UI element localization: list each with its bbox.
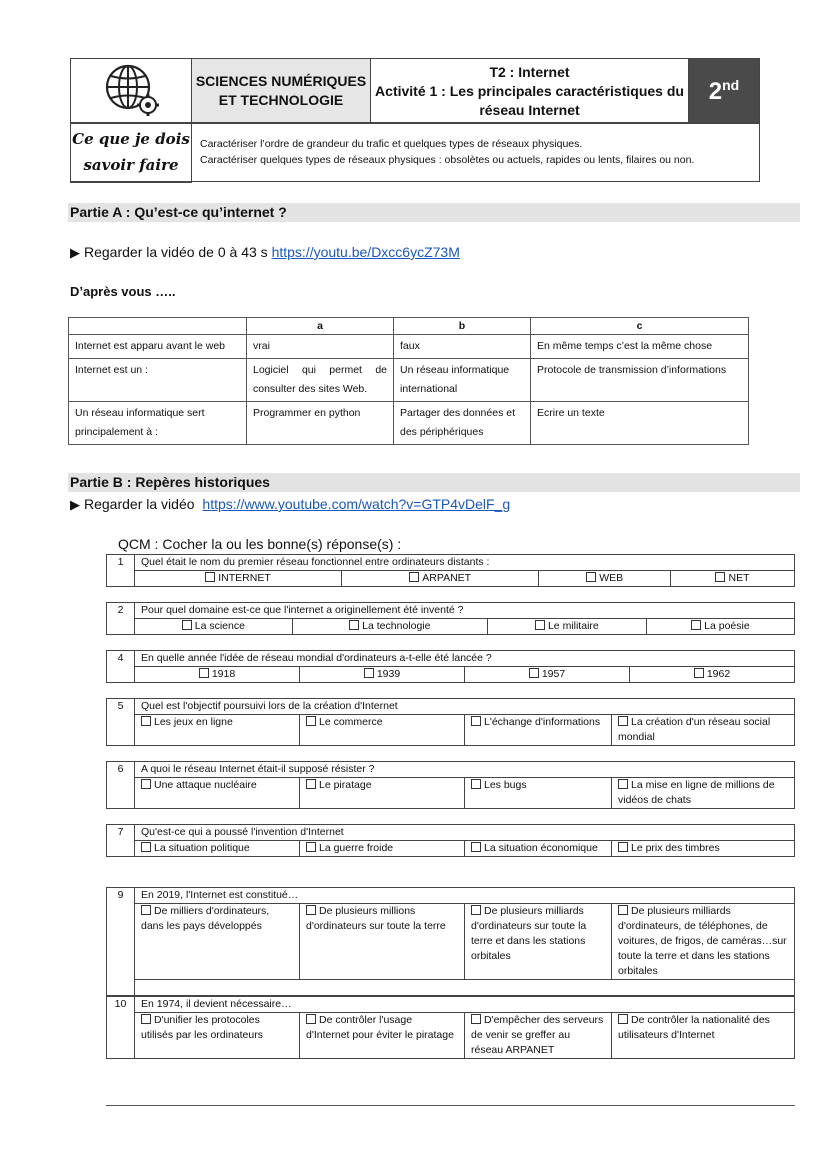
section-a-title: Partie A : Qu’est-ce qu’internet ?	[68, 203, 800, 222]
question-text: Pour quel domaine est-ce que l'internet a originellement été inventé ?	[135, 603, 795, 619]
savoir-faire-label	[71, 123, 192, 182]
option-label: D'empêcher des serveurs de venir se greffer au réseau ARPANET	[471, 1014, 604, 1056]
checkbox-icon[interactable]	[141, 905, 151, 915]
savoir-line-1: Ce que je dois	[72, 130, 190, 148]
answer-cell-c[interactable]: Protocole de transmission d’informations	[531, 359, 749, 402]
option-label: Les jeux en ligne	[154, 716, 233, 728]
checkbox-icon[interactable]	[715, 572, 725, 582]
instruction-a	[70, 244, 460, 261]
checkbox-icon[interactable]	[471, 716, 481, 726]
answer-cell-a[interactable]: Logiciel qui permet de consulter des sites Web.	[247, 359, 394, 402]
option-label: De contrôler la nationalité des utilisateurs d'Internet	[618, 1014, 770, 1041]
checkbox-icon[interactable]	[141, 842, 151, 852]
question-text: En 2019, l'Internet est constitué…	[135, 888, 795, 904]
option-label: 1918	[211, 668, 236, 680]
level-cell	[689, 59, 760, 124]
option-cell[interactable]	[646, 619, 794, 635]
checkbox-icon[interactable]	[535, 620, 545, 630]
objectives-cell	[192, 123, 760, 182]
col-header-b: b	[394, 318, 531, 335]
question-text: Quel est l'objectif poursuivi lors de la création d'Internet	[135, 699, 795, 715]
row-label: Un réseau informatique sert principalement à :	[69, 402, 247, 445]
option-cell[interactable]	[300, 778, 465, 809]
checkbox-icon[interactable]	[618, 842, 628, 852]
empty-header	[69, 318, 247, 335]
question-number: 9	[107, 888, 135, 996]
footer-divider	[106, 1105, 795, 1106]
option-cell[interactable]	[135, 667, 300, 683]
option-label: D'unifier les protocoles utilisés par les ordinateurs	[141, 1014, 263, 1041]
checkbox-icon[interactable]	[141, 779, 151, 789]
option-cell[interactable]	[135, 904, 300, 980]
video-link-b[interactable]: https://www.youtube.com/watch?v=GTP4vDelF_g	[202, 496, 511, 512]
option-label: De plusieurs milliards d'ordinateurs, de téléphones, de voitures, de frigos, de caméras…sur toute la terre et dans les stations orbitales	[618, 905, 787, 977]
checkbox-icon[interactable]	[306, 1014, 316, 1024]
option-label: Le militaire	[547, 620, 599, 632]
activity-cell	[371, 59, 689, 124]
option-cell[interactable]	[300, 904, 465, 980]
option-label: La situation politique	[154, 842, 250, 854]
question-number: 7	[107, 825, 135, 857]
question-number: 5	[107, 699, 135, 746]
option-label: L'échange d'informations	[484, 716, 601, 728]
option-cell[interactable]	[135, 841, 300, 857]
option-cell[interactable]	[135, 1013, 300, 1059]
checkbox-icon[interactable]	[349, 620, 359, 630]
option-cell[interactable]	[487, 619, 646, 635]
option-label: WEB	[599, 572, 624, 584]
question-number: 4	[107, 651, 135, 683]
option-label: 1939	[376, 668, 401, 680]
answer-cell-c[interactable]: En même temps c’est la même chose	[531, 335, 749, 359]
subject-line-2: ET TECHNOLOGIE	[218, 92, 344, 108]
question-number: 6	[107, 762, 135, 809]
option-label: De plusieurs millions d'ordinateurs sur toute la terre	[306, 905, 446, 932]
option-label: La situation économique	[484, 842, 598, 854]
checkbox-icon[interactable]	[618, 716, 628, 726]
option-label: Les bugs	[484, 779, 527, 791]
option-cell[interactable]	[465, 715, 612, 746]
checkbox-icon[interactable]	[141, 1014, 151, 1024]
col-header-c: c	[531, 318, 749, 335]
option-label: De milliers d'ordinateurs, dans les pays développés	[141, 905, 270, 932]
checkbox-icon[interactable]	[529, 668, 539, 678]
option-label: La science	[194, 620, 245, 632]
instruction-a-text: Regarder la vidéo de 0 à 43 s	[84, 244, 268, 260]
option-cell[interactable]	[612, 1013, 795, 1059]
option-cell[interactable]	[612, 841, 795, 857]
row-label: Internet est apparu avant le web	[69, 335, 247, 359]
checkbox-icon[interactable]	[471, 905, 481, 915]
answer-cell-b[interactable]: Un réseau informatique international	[394, 359, 531, 402]
option-cell[interactable]	[135, 619, 293, 635]
option-label: 1957	[541, 668, 566, 680]
checkbox-icon[interactable]	[471, 842, 481, 852]
level-number: 2	[708, 77, 723, 105]
table-row	[69, 402, 749, 445]
option-cell[interactable]	[465, 904, 612, 980]
question-block-9	[106, 887, 795, 996]
option-label: La technologie	[362, 620, 431, 632]
level-suffix: nd	[722, 76, 740, 93]
option-cell[interactable]	[300, 841, 465, 857]
checkbox-icon[interactable]	[409, 572, 419, 582]
apres-vous-label: D’après vous …..	[70, 284, 176, 299]
checkbox-icon[interactable]	[205, 572, 215, 582]
option-cell[interactable]	[612, 904, 795, 980]
instruction-b	[70, 496, 510, 513]
option-label: INTERNET	[218, 572, 271, 584]
option-label: ARPANET	[422, 572, 472, 584]
option-label: Le commerce	[319, 716, 383, 728]
globe-gear-logo	[71, 59, 192, 124]
option-cell[interactable]	[465, 841, 612, 857]
option-label: La création d'un réseau social mondial	[618, 716, 771, 743]
option-label: De contrôler l'usage d'Internet pour éviter le piratage	[306, 1014, 454, 1041]
question-number: 10	[107, 997, 135, 1059]
option-cell[interactable]	[135, 715, 300, 746]
checkbox-icon[interactable]	[694, 668, 704, 678]
subject-line-1: SCIENCES NUMÉRIQUES	[195, 73, 367, 89]
question-text: Qu'est-ce qui a poussé l'invention d'Internet	[135, 825, 795, 841]
option-label: La guerre froide	[319, 842, 394, 854]
checkbox-icon[interactable]	[618, 779, 628, 789]
qcm-title: QCM : Cocher la ou les bonne(s) réponse(s) :	[118, 536, 402, 552]
col-header-a: a	[247, 318, 394, 335]
subject-cell	[192, 59, 371, 124]
option-label: De plusieurs milliards d'ordinateurs sur toute la terre et dans les stations orbitales	[471, 905, 587, 962]
option-cell[interactable]	[465, 1013, 612, 1059]
option-cell[interactable]	[465, 778, 612, 809]
question-block-5	[106, 698, 795, 746]
table-row	[69, 335, 749, 359]
option-label: NET	[728, 572, 750, 584]
question-text: Quel était le nom du premier réseau fonctionnel entre ordinateurs distants :	[135, 555, 795, 571]
objective-2: Caractériser quelques types de réseaux physiques : obsolètes ou actuels, rapides ou lents, filaires ou non.	[200, 154, 695, 166]
partie-a-table	[68, 317, 749, 445]
question-text: En quelle année l'idée de réseau mondial d'ordinateurs a-t-elle été lancée ?	[135, 651, 795, 667]
checkbox-icon[interactable]	[306, 779, 316, 789]
option-cell[interactable]	[300, 667, 465, 683]
activity-title-2: réseau Internet	[479, 101, 580, 118]
option-label: La mise en ligne de millions de vidéos de chats	[618, 779, 775, 806]
answer-cell-b[interactable]: Partager des données et des périphériques	[394, 402, 531, 445]
table-row	[69, 359, 749, 402]
option-label: Le prix des timbres	[631, 842, 720, 854]
savoir-line-2: savoir faire	[83, 156, 179, 174]
option-cell[interactable]	[670, 571, 794, 587]
checkbox-icon[interactable]	[306, 716, 316, 726]
checkbox-icon[interactable]	[471, 779, 481, 789]
option-cell[interactable]	[630, 667, 795, 683]
spacer-row	[135, 980, 795, 996]
globe-gear-icon	[102, 61, 160, 117]
play-arrow-icon: ▶	[70, 497, 80, 512]
question-block-2	[106, 602, 795, 635]
question-block-1	[106, 554, 795, 587]
answer-cell-a[interactable]: Programmer en python	[247, 402, 394, 445]
question-text: A quoi le réseau Internet était-il supposé résister ?	[135, 762, 795, 778]
row-label: Internet est un :	[69, 359, 247, 402]
checkbox-icon[interactable]	[691, 620, 701, 630]
option-cell[interactable]	[612, 778, 795, 809]
option-label: Une attaque nucléaire	[154, 779, 257, 791]
checkbox-icon[interactable]	[618, 1014, 628, 1024]
answer-cell-a[interactable]: vrai	[247, 335, 394, 359]
answer-cell-b[interactable]: faux	[394, 335, 531, 359]
option-cell[interactable]	[292, 619, 487, 635]
checkbox-icon[interactable]	[364, 668, 374, 678]
checkbox-icon[interactable]	[471, 1014, 481, 1024]
checkbox-icon[interactable]	[618, 905, 628, 915]
option-cell[interactable]	[539, 571, 671, 587]
checkbox-icon[interactable]	[182, 620, 192, 630]
checkbox-icon[interactable]	[306, 842, 316, 852]
instruction-b-text: Regarder la vidéo	[84, 496, 195, 512]
question-block-10	[106, 996, 795, 1059]
option-cell[interactable]	[342, 571, 539, 587]
question-block-6	[106, 761, 795, 809]
checkbox-icon[interactable]	[141, 716, 151, 726]
section-b-title: Partie B : Repères historiques	[68, 473, 800, 492]
play-arrow-icon: ▶	[70, 245, 80, 260]
option-label: Le piratage	[319, 779, 372, 791]
option-cell[interactable]	[135, 571, 342, 587]
checkbox-icon[interactable]	[199, 668, 209, 678]
question-text: En 1974, il devient nécessaire…	[135, 997, 795, 1013]
option-label: La poésie	[704, 620, 750, 632]
objectives-table	[70, 122, 760, 182]
question-block-4	[106, 650, 795, 683]
option-label: 1962	[706, 668, 731, 680]
question-number: 2	[107, 603, 135, 635]
option-cell[interactable]	[300, 1013, 465, 1059]
question-number: 1	[107, 555, 135, 587]
activity-title-1: Activité 1 : Les principales caractéristiques du	[375, 82, 684, 99]
option-cell[interactable]	[135, 778, 300, 809]
answer-cell-c[interactable]: Ecrire un texte	[531, 402, 749, 445]
checkbox-icon[interactable]	[586, 572, 596, 582]
objective-1: Caractériser l’ordre de grandeur du trafic et quelques types de réseaux physiques.	[200, 138, 583, 150]
question-block-7	[106, 824, 795, 857]
option-cell[interactable]	[612, 715, 795, 746]
checkbox-icon[interactable]	[306, 905, 316, 915]
option-cell[interactable]	[300, 715, 465, 746]
option-cell[interactable]	[465, 667, 630, 683]
theme-title: T2 : Internet	[489, 63, 570, 80]
video-link-a[interactable]: https://youtu.be/Dxcc6ycZ73M	[271, 244, 460, 260]
